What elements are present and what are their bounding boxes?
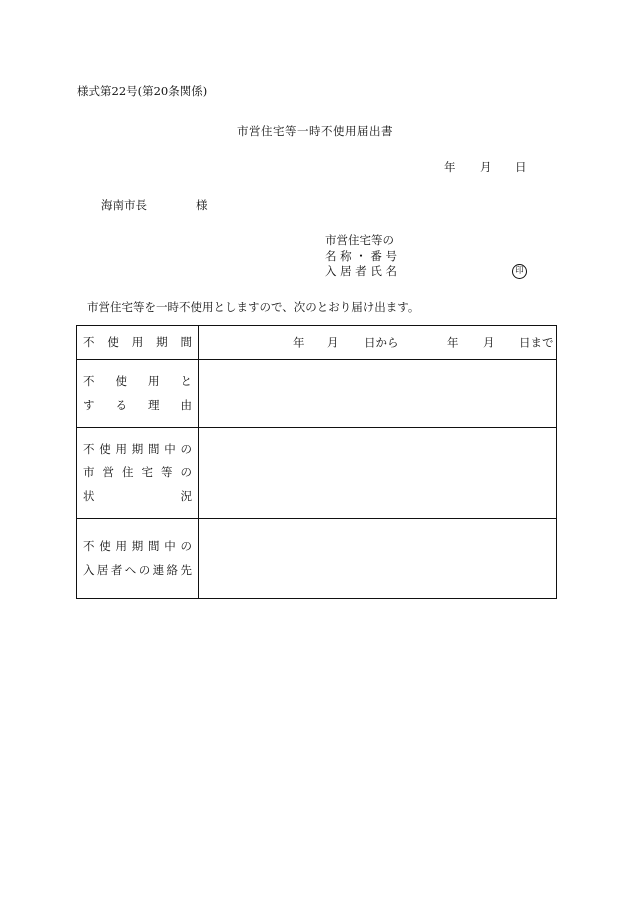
contact-value-cell[interactable]	[199, 519, 557, 599]
document-title: 市営住宅等一時不使用届出書	[237, 124, 393, 138]
period-end-month: 月	[483, 334, 495, 349]
period-value-cell[interactable]	[199, 326, 557, 360]
table-row-reason	[77, 360, 557, 428]
period-start-month: 月	[327, 334, 339, 349]
date-day-label: 日	[515, 160, 527, 174]
notification-table	[76, 325, 557, 599]
period-start-day-from: 日から	[364, 334, 399, 349]
addressee-name: 海南市長	[101, 198, 147, 212]
period-end-day-until: 日まで	[519, 334, 554, 349]
period-start-year: 年	[293, 334, 305, 349]
status-label-cell: 不 使 用 期 間 中 の 市 営 住 宅 等 の 状 況	[77, 428, 199, 519]
reason-value-cell[interactable]	[199, 360, 557, 428]
period-end-year: 年	[447, 334, 459, 349]
table-row-contact	[77, 519, 557, 599]
housing-label-line1: 市営住宅等の	[325, 233, 394, 247]
table-row-status	[77, 428, 557, 519]
date-year-label: 年	[444, 160, 456, 174]
date-month-label: 月	[480, 160, 492, 174]
contact-label-cell: 不 使 用 期 間 中 の 入 居 者 へ の 連 絡 先	[77, 519, 199, 599]
status-value-cell[interactable]	[199, 428, 557, 519]
form-number: 様式第22号(第20条関係)	[77, 84, 208, 98]
seal-mark: 印	[512, 264, 527, 279]
housing-name-number-label: 名 称 ・ 番 号	[325, 249, 397, 263]
reason-label-cell: 不 使 用 と す る 理 由	[77, 360, 199, 428]
table-row-period	[77, 326, 557, 360]
intro-text: 市営住宅等を一時不使用としますので、次のとおり届け出ます。	[87, 300, 420, 314]
period-label-cell: 不 使 用 期 間	[77, 326, 199, 360]
addressee-suffix: 様	[196, 198, 208, 212]
resident-name-label: 入 居 者 氏 名	[325, 264, 397, 278]
